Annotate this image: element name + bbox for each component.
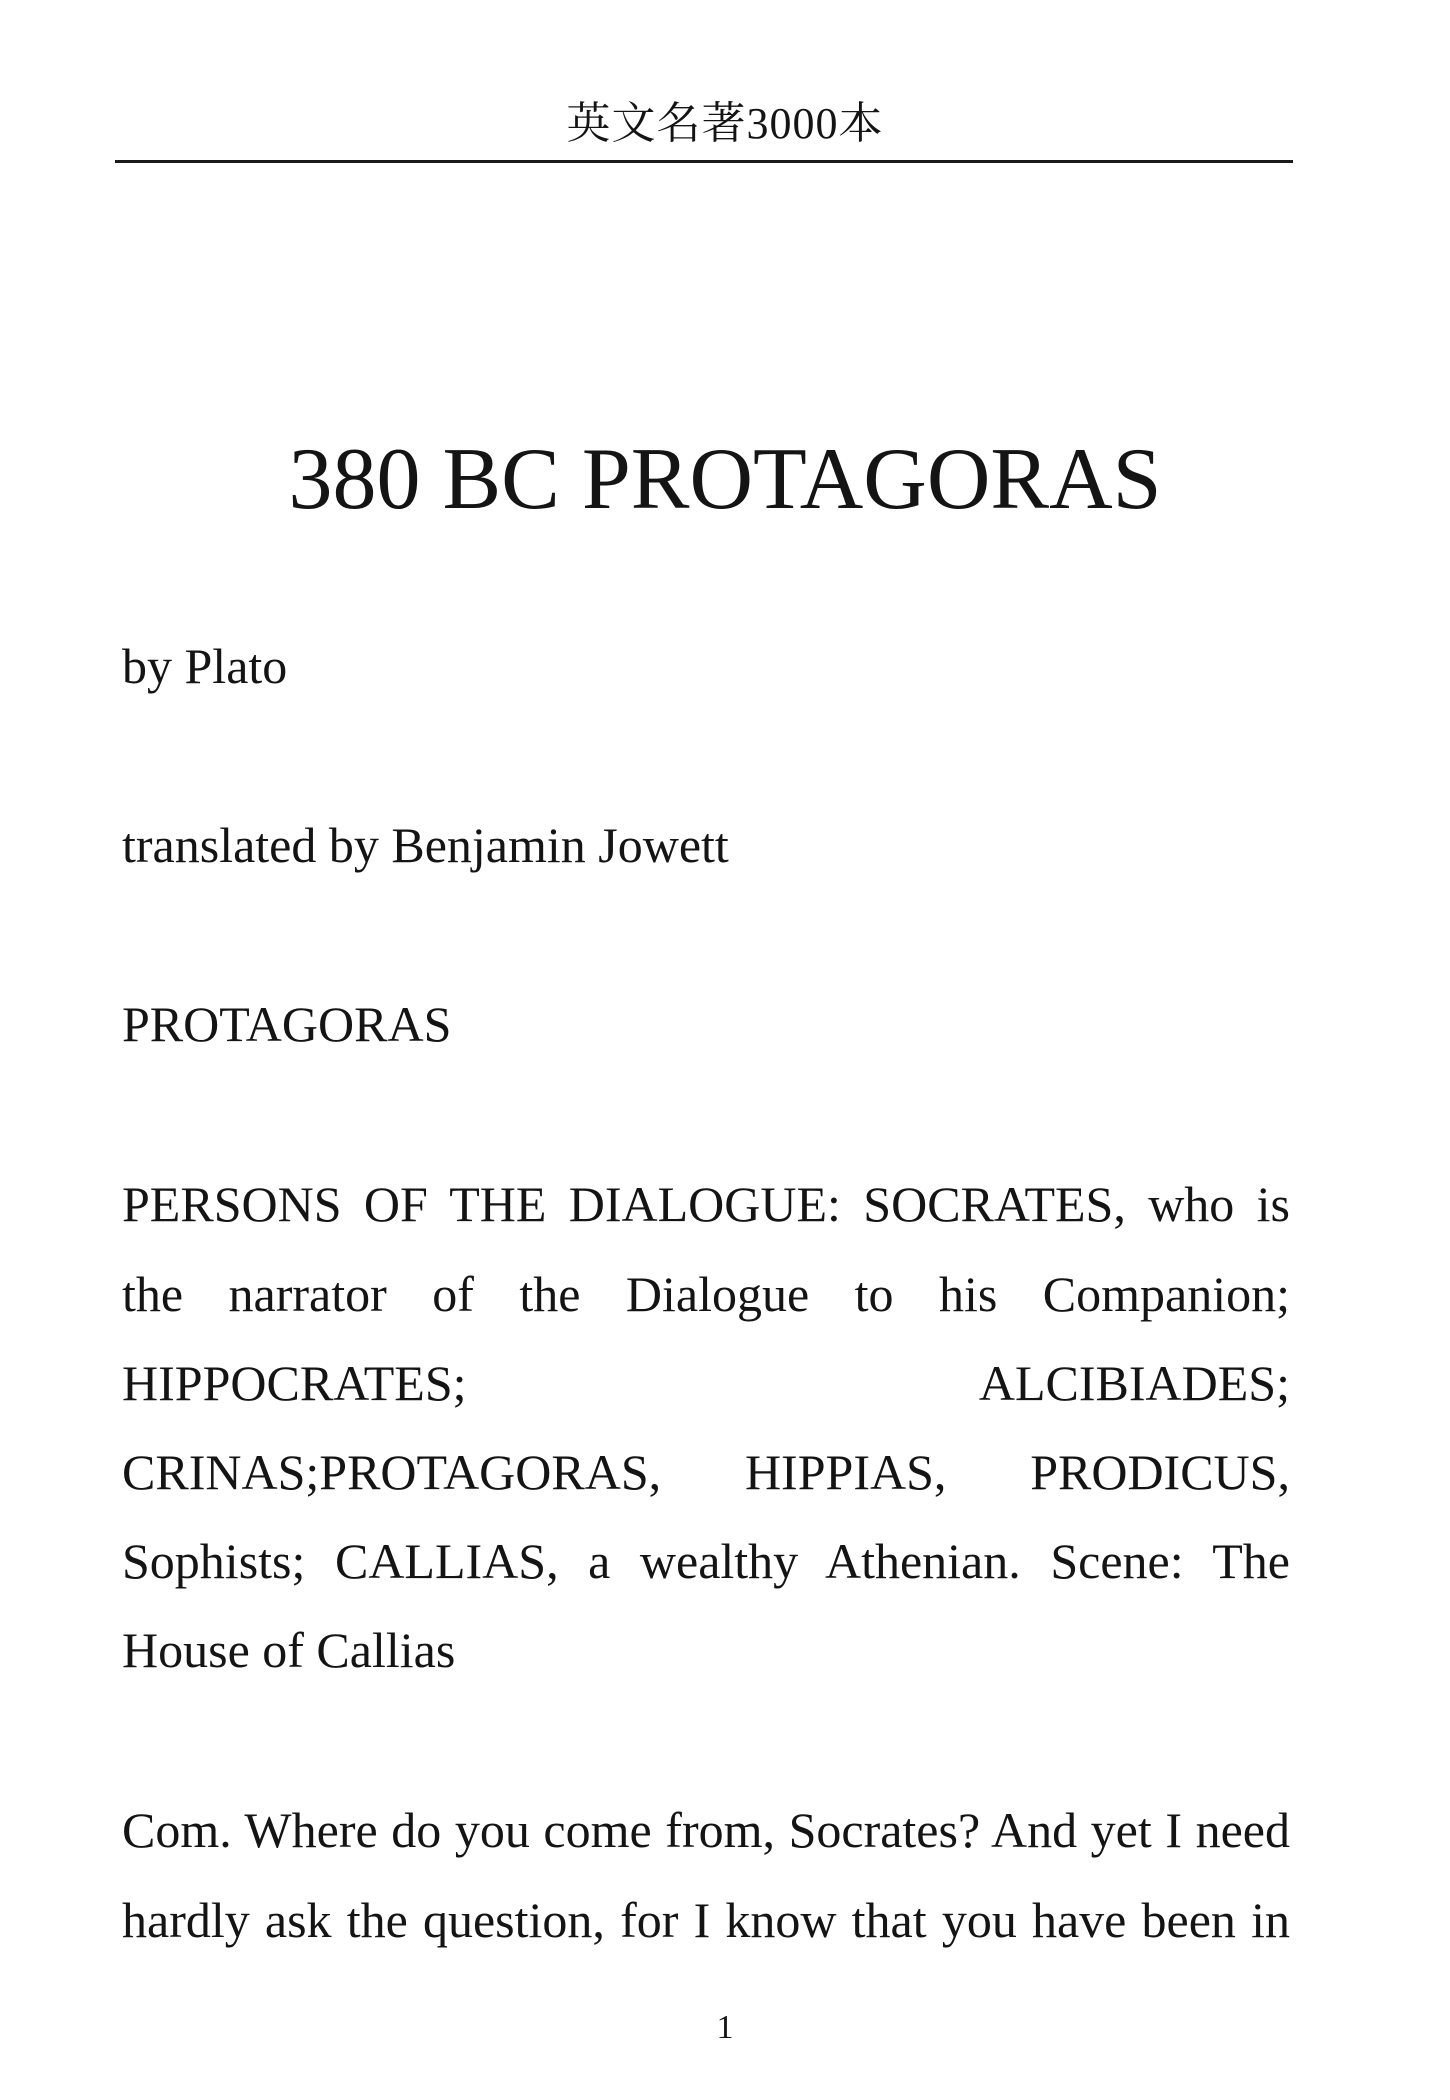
paragraph-line: PERSONS OF THE DIALOGUE: SOCRATES, who is: [122, 1176, 1290, 1232]
author-line: by Plato: [122, 638, 288, 694]
header-rule: [115, 160, 1293, 163]
paragraph-line: Com. Where do you come from, Socrates? And yet I need: [122, 1802, 1290, 1858]
running-head: 英文名著3000本: [566, 99, 884, 148]
paragraph-word: CRINAS;PROTAGORAS,: [122, 1444, 662, 1500]
paragraph-line: [122, 1442, 1290, 1502]
paragraph-line: the narrator of the Dialogue to his Companion;: [122, 1266, 1290, 1322]
paragraph-line: House of Callias: [122, 1622, 456, 1678]
paragraph-word: ALCIBIADES;: [978, 1355, 1290, 1411]
paragraph-line: hardly ask the question, for I know that you have been in: [122, 1892, 1290, 1948]
paragraph-word: HIPPOCRATES;: [122, 1355, 467, 1411]
paragraph-word: HIPPIAS,: [744, 1444, 947, 1500]
paragraph-word: PRODICUS,: [1030, 1444, 1290, 1500]
section-heading: PROTAGORAS: [122, 996, 452, 1052]
paragraph-line: [122, 1353, 1290, 1413]
book-title: 380 BC PROTAGORAS: [288, 431, 1162, 528]
translator-line: translated by Benjamin Jowett: [122, 817, 729, 873]
page-number: 1: [716, 2009, 734, 2046]
paragraph-line: Sophists; CALLIAS, a wealthy Athenian. Scene: The: [122, 1533, 1290, 1589]
